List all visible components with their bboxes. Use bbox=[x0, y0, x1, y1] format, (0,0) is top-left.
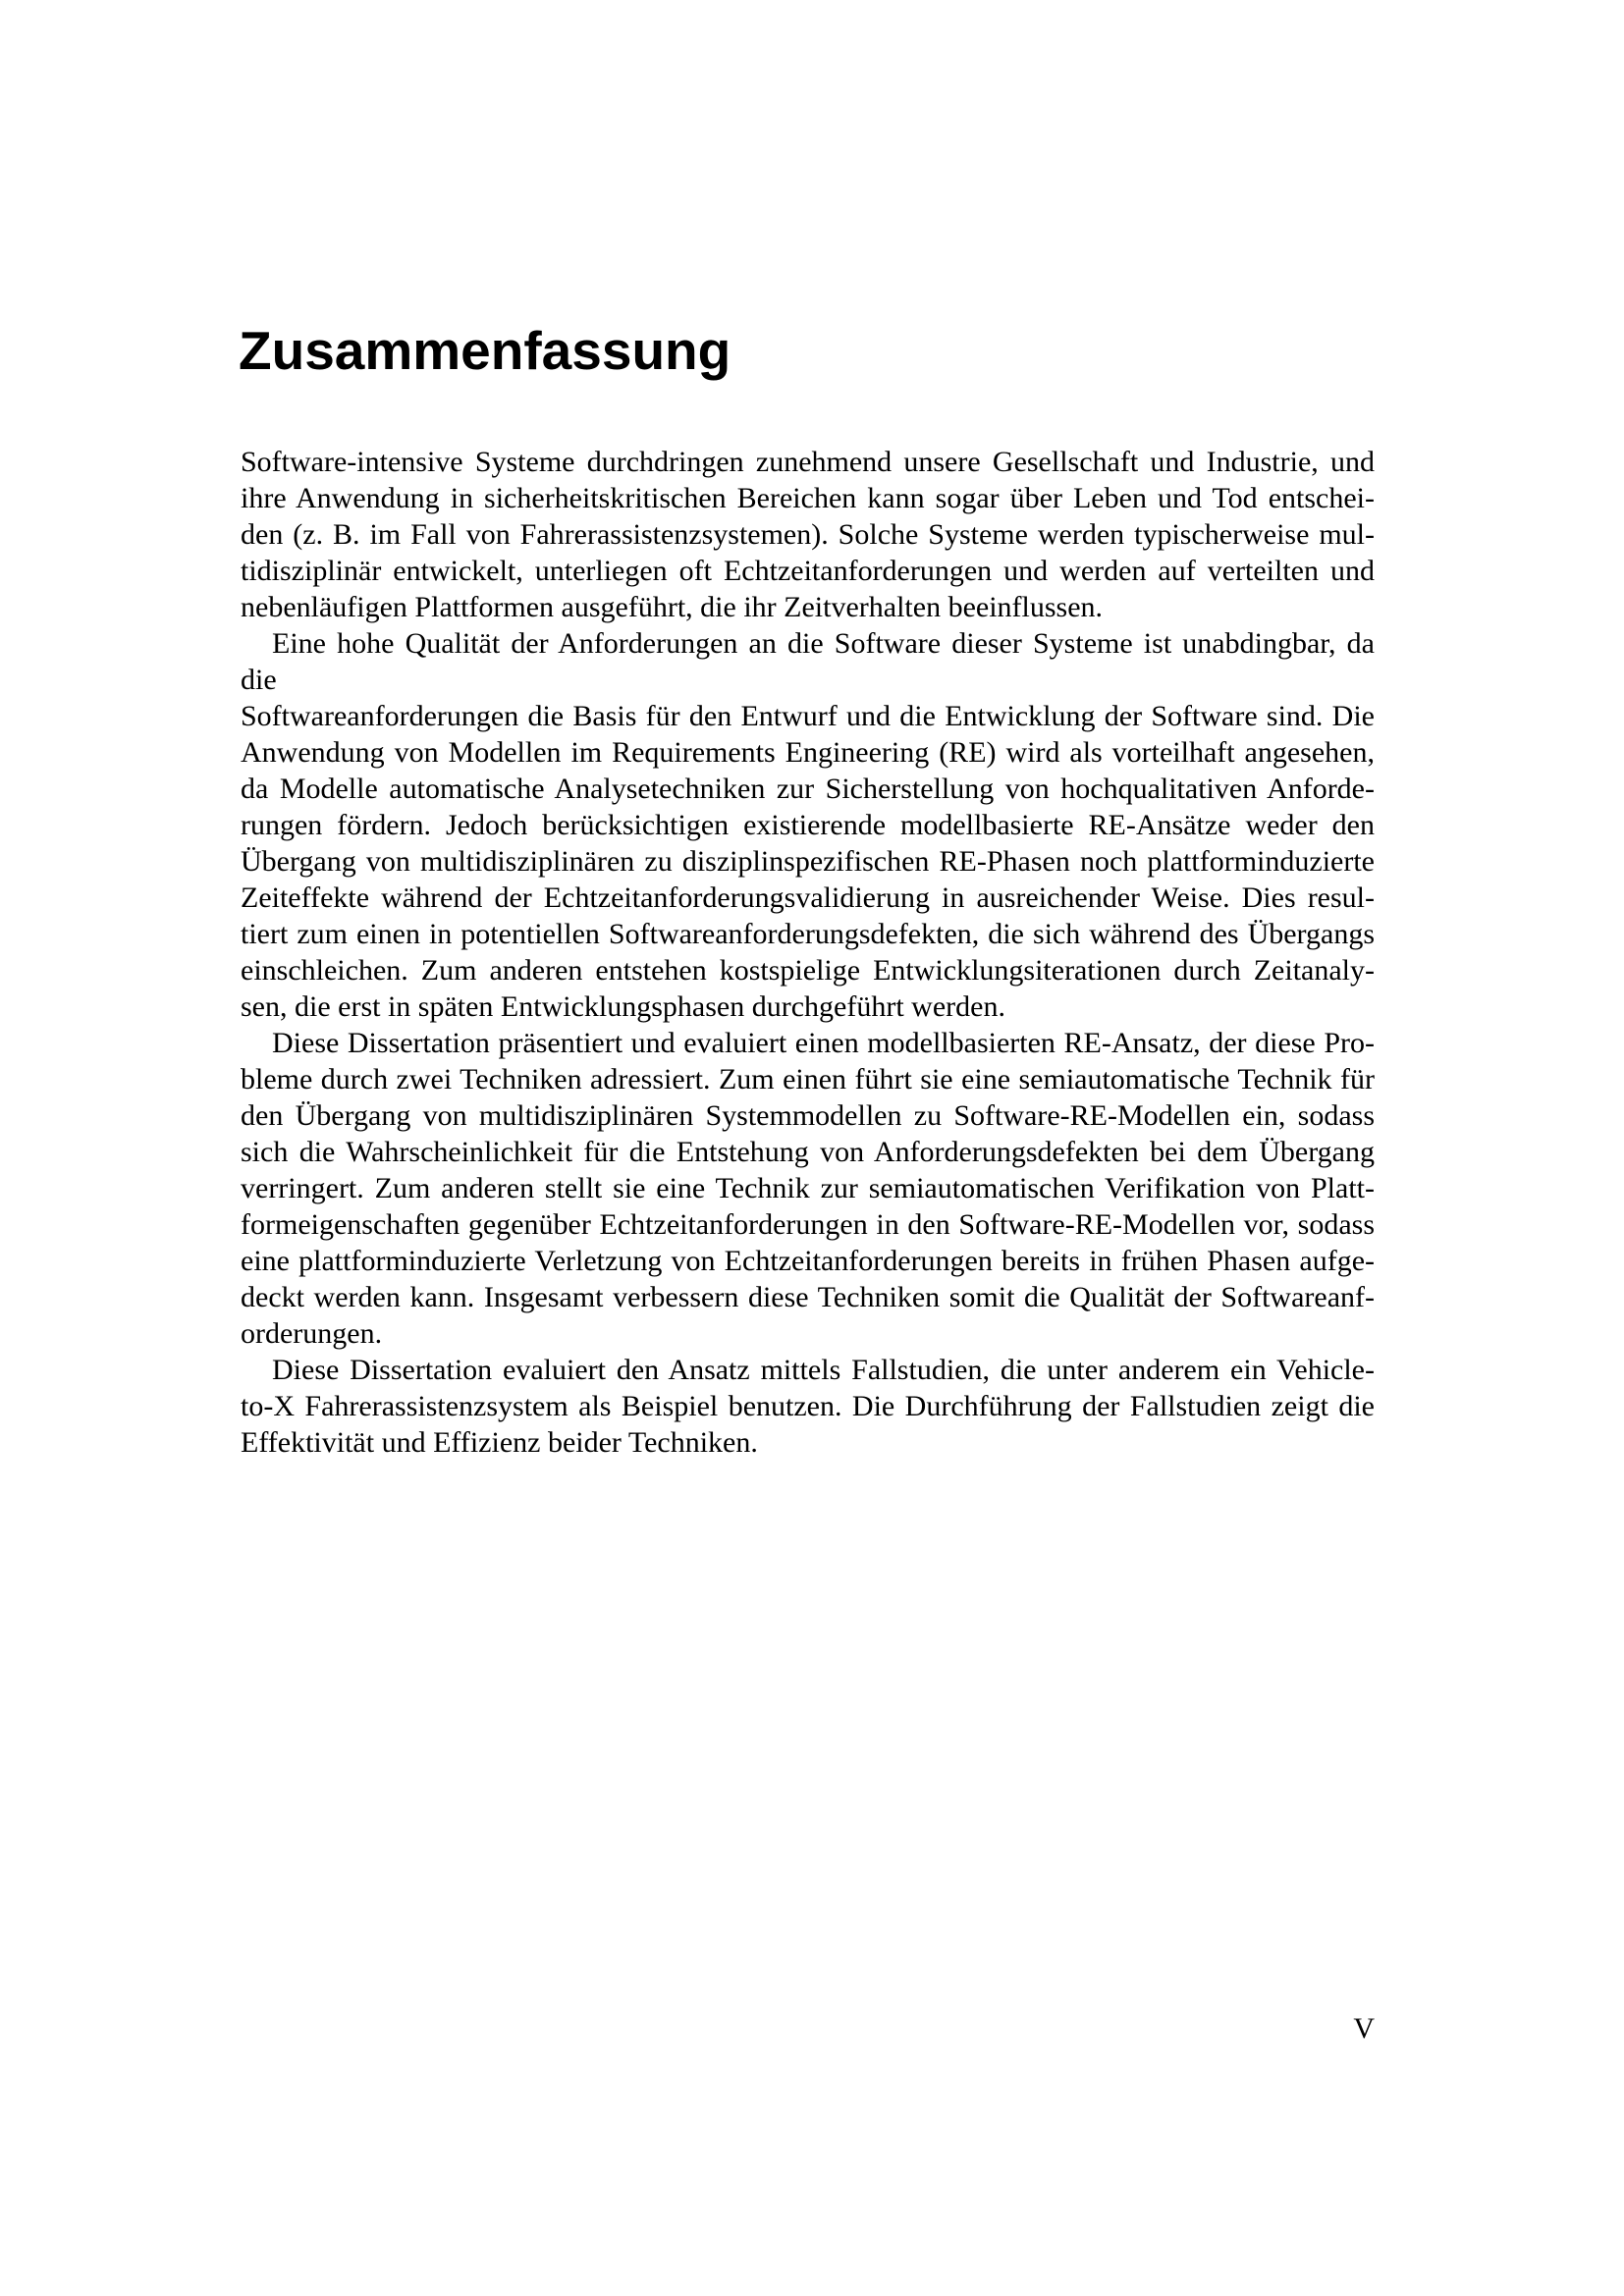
text-line: ihre Anwendung in sicherheitskritischen Bereichen kann sogar über Leben und Tod entschei- bbox=[241, 482, 1375, 514]
paragraph bbox=[241, 625, 1375, 1025]
text-line: Anwendung von Modellen im Requirements Engineering (RE) wird als vorteilhaft angesehen, bbox=[241, 736, 1375, 769]
text-line: tidisziplinär entwickelt, unterliegen oft Echtzeitanforderungen und werden auf verteilten und bbox=[241, 555, 1375, 587]
text-line: verringert. Zum anderen stellt sie eine Technik zur semiautomatischen Verifikation von Platt- bbox=[241, 1172, 1375, 1204]
paragraph bbox=[241, 444, 1375, 625]
text-line: formeigenschaften gegenüber Echtzeitanforderungen in den Software-RE-Modellen vor, sodass bbox=[241, 1208, 1375, 1241]
text-line: Zeiteffekte während der Echtzeitanforderungsvalidierung in ausreichender Weise. Dies resul- bbox=[241, 881, 1375, 914]
text-line: Software-intensive Systeme durchdringen zunehmend unsere Gesellschaft und Industrie, und bbox=[241, 446, 1375, 478]
text-line: sich die Wahrscheinlichkeit für die Entstehung von Anforderungsdefekten bei dem Übergang bbox=[241, 1136, 1375, 1168]
text-line: Eine hohe Qualität der Anforderungen an die Software dieser Systeme ist unabdingbar, da die bbox=[241, 627, 1375, 696]
text-line: to-X Fahrerassistenzsystem als Beispiel benutzen. Die Durchführung der Fallstudien zeigt die bbox=[241, 1390, 1375, 1422]
text-line: Übergang von multidisziplinären zu disziplinspezifischen RE-Phasen noch plattforminduzierte bbox=[241, 845, 1375, 878]
text-line: da Modelle automatische Analysetechniken zur Sicherstellung von hochqualitativen Anforde- bbox=[241, 773, 1375, 805]
text-line: Diese Dissertation evaluiert den Ansatz mittels Fallstudien, die unter anderem ein Vehicle- bbox=[272, 1354, 1375, 1386]
page-title: Zusammenfassung bbox=[239, 320, 731, 381]
page-number: V bbox=[1353, 2012, 1375, 2045]
text-line: Diese Dissertation präsentiert und evaluiert einen modellbasierten RE-Ansatz, der diese Pro- bbox=[272, 1027, 1375, 1059]
text-block bbox=[241, 444, 1375, 1461]
text-line: sen, die erst in späten Entwicklungsphasen durchgeführt werden. bbox=[241, 990, 1005, 1023]
text-line: deckt werden kann. Insgesamt verbessern diese Techniken somit die Qualität der Softwareanf- bbox=[241, 1281, 1375, 1313]
text-line: eine plattforminduzierte Verletzung von Echtzeitanforderungen bereits in frühen Phasen aufge- bbox=[241, 1245, 1375, 1277]
text-line: Softwareanforderungen die Basis für den Entwurf und die Entwicklung der Software sind. Die bbox=[241, 700, 1375, 732]
text-line: den Übergang von multidisziplinären Systemmodellen zu Software-RE-Modellen ein, sodass bbox=[241, 1099, 1375, 1132]
text-line: rungen fördern. Jedoch berücksichtigen existierende modellbasierte RE-Ansätze weder den bbox=[241, 809, 1375, 841]
text-line: den (z. B. im Fall von Fahrerassistenzsystemen). Solche Systeme werden typischerweise mul- bbox=[241, 518, 1375, 551]
text-line: Effektivität und Effizienz beider Techniken. bbox=[241, 1426, 758, 1459]
text-line: bleme durch zwei Techniken adressiert. Zum einen führt sie eine semiautomatische Technik für bbox=[241, 1063, 1375, 1095]
paragraph bbox=[241, 1352, 1375, 1461]
text-line: einschleichen. Zum anderen entstehen kostspielige Entwicklungsiterationen durch Zeitanaly- bbox=[241, 954, 1375, 987]
text-line: orderungen. bbox=[241, 1317, 383, 1350]
text-line: tiert zum einen in potentiellen Softwareanforderungsdefekten, die sich während des Übergangs bbox=[241, 918, 1375, 950]
text-line: nebenläufigen Plattformen ausgeführt, die ihr Zeitverhalten beeinflussen. bbox=[241, 591, 1104, 623]
paragraph bbox=[241, 1025, 1375, 1352]
